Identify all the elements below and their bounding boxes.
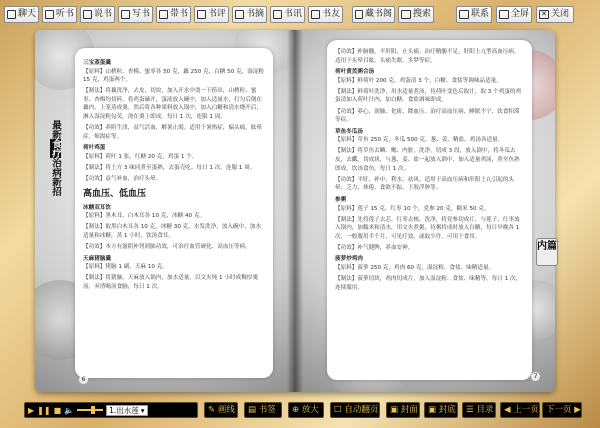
review-icon: [197, 10, 206, 19]
draw-line-button[interactable]: [204, 402, 238, 418]
carry-book-button[interactable]: [156, 6, 191, 23]
recipe-paragraph: 【功效】平肝、补中、利水、祛风。适用于高血压病和肝阳上亢引起的头晕、乏力、体倦、食欲不振、下肢浮肿等。: [335, 176, 515, 192]
book-title-post: 治病新招: [50, 158, 61, 196]
play-icon[interactable]: ▶: [28, 405, 35, 415]
recipe-paragraph: 【制法】将草鱼去鳞、鳃、内脏，洗净，切成 3 段，放入锅中，将冬瓜去皮、去瓤，切成块，与葱、姜、盐一起放入锅中，加入适量鸡汤，煮至鱼熟即成。饮汤食鱼，每日 1 次。: [335, 148, 520, 172]
recipe-paragraph: 【功效】补气健脾，养血安神。: [335, 244, 414, 251]
book-excerpt-button[interactable]: [232, 6, 267, 23]
headphone-icon: [45, 10, 54, 19]
write-book-label: 写书: [131, 9, 150, 19]
left-page-number: 6: [79, 375, 88, 384]
recipe-paragraph: 【制法】菠萝切块，鸡肉切成片，加入湿淀粉、食盐、味精等，每日 1 次，连续服用。: [335, 276, 522, 291]
cover-label: 封面: [400, 405, 418, 415]
book-title-vertical: [47, 120, 61, 196]
right-page-content: [327, 40, 532, 380]
bookmark-button[interactable]: [244, 402, 282, 418]
recipe-paragraph: 【原料】黑木耳、白木耳各 10 克，冰糖 40 克。: [83, 213, 206, 220]
book-icon: [159, 10, 168, 19]
close-label: 关闭: [551, 9, 570, 19]
zoom-label: 放大: [301, 405, 319, 415]
recipe-paragraph: 【功效】补脑髓，平肝阳，止头痛。治疗精髓不足，肝阳上亢型高血压病。适用于头晕目眩，头痛失眠，多梦等症。: [335, 49, 520, 64]
draw-line-label: 画线: [217, 405, 235, 415]
chat-label: 聊天: [17, 9, 36, 19]
recipe-paragraph: 【制法】将上方 3 味同煮至蛋熟，去蛋壳吃。每日 1 次，连服 1 周。: [83, 165, 256, 172]
bookmark-label: 书签: [258, 405, 276, 415]
auto-flip-label: 自动翻页: [344, 405, 379, 415]
stop-icon[interactable]: ■: [53, 405, 62, 415]
volume-slider[interactable]: [77, 409, 103, 411]
left-page[interactable]: [35, 30, 295, 392]
recipe-title: 参粥: [335, 196, 347, 203]
book-spread: [35, 30, 555, 392]
book-review-label: 书评: [207, 9, 226, 19]
arrow-right-icon: ▶: [574, 405, 581, 415]
track-select[interactable]: [106, 405, 147, 416]
track-select-label: 1.出水莲: [109, 405, 139, 415]
volume-knob[interactable]: [91, 406, 95, 414]
bookshelf-icon: [355, 10, 363, 19]
cover-icon: ▣: [390, 405, 399, 415]
recipe-paragraph: 【原料】山楂粒、杏梅、蜜枣各 50 克，藕 250 克，白糖 50 克，湿淀粉 15 克，鸡蛋两个。: [83, 68, 265, 84]
music-player: [24, 402, 198, 418]
listen-book-label: 听书: [55, 9, 74, 19]
book-spine: [287, 30, 303, 392]
section-heading: 高血压、低血压: [83, 188, 147, 199]
recipe-paragraph: 【功效】本方有滋阴补肾润肺功效，可治疗血管硬化、高血压等病。: [83, 244, 251, 251]
recipe-paragraph: 【制法】将藕洗净，去皮，切块，加入开水中烫一下捞出，山楂粒、蜜枣、杏梅均切碎。将鸡蛋磕开，蛋液放入碗中，加入适量水，打匀后倒在藕内，上笼蒸成羹。然后将各种果料放入锅中，加入白糖和清水烧开后，淋入湿淀粉勾芡，浇在羹上即成。每日 1 次，连服 1 周。: [83, 88, 263, 121]
recipe-paragraph: 【制法】取黑白木耳各 10 克，冰糖 30 克，水发洗净，放入碗中，加水适量和冰糖，蒸 1 小时，饮汤食耳。: [83, 224, 261, 239]
recipe-paragraph: 【制法】鲜荷叶洗净，用水适量煮汤，待荷叶变色后取汁，取 3 个鸡蛋的鸡蛋清加入荷叶汁内，加白糖、食盐调味即成。: [335, 88, 522, 104]
contents-label: 目录: [476, 405, 494, 415]
arrow-left-icon: ◀: [504, 405, 511, 415]
search-icon: [401, 10, 411, 19]
recipe-title: 天麻猪脑羹: [83, 255, 111, 262]
excerpt-icon: [235, 10, 244, 19]
zoom-icon: ⊕: [292, 405, 300, 415]
recipe-paragraph: 【原料】猪脑 1 副，天麻 10 克。: [83, 264, 168, 271]
back-cover-button[interactable]: [424, 402, 458, 418]
book-review-button[interactable]: [194, 6, 229, 23]
bookshelf-button[interactable]: [352, 6, 395, 23]
speak-book-label: 说书: [93, 9, 112, 19]
fullscreen-label: 全屏: [510, 9, 529, 19]
chat-button[interactable]: [4, 6, 39, 23]
volume-icon[interactable]: 🔈: [64, 405, 75, 415]
speak-book-button[interactable]: [80, 6, 115, 23]
recipe-paragraph: 【功效】养阴生津，益气活血，解暑止渴。适用于暑热症，偏头痛，眩晕症，烦渴症等。: [83, 125, 263, 140]
contents-button[interactable]: [462, 402, 496, 418]
news-icon: [273, 10, 282, 19]
friends-icon: [311, 10, 320, 19]
fullscreen-button[interactable]: [496, 6, 532, 23]
recipe-paragraph: 【制法】先将莲子去芯，红枣去核，洗净，将党参切成片，与莲子、红枣放入锅内，加糯米和清水，用文火煮粥，待粥将成时放入白糖，每日早晚各 1 次，一般服用半个月，可见疗效，或取少许，可用于食用。: [335, 216, 520, 240]
list-icon: ☰: [466, 405, 474, 415]
recipe-paragraph: 【原料】草鱼 250 克，冬瓜 500 克，葱、姜、精盐、鸡汤各适量。: [335, 137, 504, 144]
listen-book-button[interactable]: [42, 6, 77, 23]
right-page[interactable]: [295, 30, 555, 392]
book-news-label: 书讯: [283, 9, 302, 19]
search-label: 搜索: [412, 9, 431, 19]
tv-icon: [83, 10, 92, 19]
recipe-title: 荷叶鸡蛋: [83, 145, 106, 152]
prev-page-label: 上一页: [513, 405, 539, 415]
recipe-paragraph: 【原料】鲜荷叶 200 克，鸡蛋清 3 个，白糖、食盐等调味品适量。: [335, 77, 502, 84]
book-excerpt-label: 书摘: [245, 9, 264, 19]
close-icon: ✕: [539, 10, 549, 19]
carry-book-label: 带书: [169, 9, 188, 19]
book-friends-label: 书友: [321, 9, 340, 19]
cover-button[interactable]: [386, 402, 420, 418]
recipe-title: 菠萝炒鸡肉: [335, 256, 363, 263]
pencil-icon: ✎: [208, 405, 216, 415]
book-title-highlight: 食疗: [50, 139, 61, 158]
write-book-button[interactable]: [118, 6, 153, 23]
zoom-button[interactable]: [288, 402, 324, 418]
bookshelf-label: 藏书阁: [364, 9, 392, 19]
chevron-down-icon: ▾: [140, 405, 145, 415]
mail-icon: [459, 10, 469, 19]
recipe-paragraph: 【原料】莲子 15 克，红枣 10 个，党参 20 克，糯米 50 克。: [335, 205, 490, 212]
contact-label: 联系: [470, 9, 489, 19]
book-title-pre: 最新: [50, 120, 61, 139]
recipe-paragraph: 【功效】养心、润肺、化痰、降血压。治疗高血压病，睡眠不宁、饮食积滞等症。: [335, 108, 520, 124]
fullscreen-icon: [499, 10, 509, 19]
left-page-content: [75, 48, 273, 378]
search-button[interactable]: [398, 6, 434, 23]
recipe-title: 冰糖双耳饮: [83, 204, 111, 211]
back-cover-icon: ▣: [428, 405, 437, 415]
top-toolbar: [4, 6, 596, 24]
auto-flip-button[interactable]: [330, 402, 380, 418]
recipe-paragraph: 【功效】益气补血，治疗头晕。: [83, 176, 162, 183]
next-page-button[interactable]: [542, 402, 582, 418]
section-tab[interactable]: 内篇: [536, 238, 558, 266]
chat-icon: [7, 10, 16, 19]
contact-button[interactable]: [456, 6, 492, 23]
right-page-number: 7: [531, 372, 540, 381]
close-button[interactable]: [536, 6, 574, 23]
prev-page-button[interactable]: [500, 402, 540, 418]
bookmark-icon: ▤: [248, 405, 257, 415]
pause-icon[interactable]: ❚❚: [37, 405, 51, 415]
recipe-title: 三宝蒸蛋羹: [83, 60, 111, 66]
checkbox-icon: ☐: [334, 405, 342, 415]
recipe-title: 草鱼冬瓜汤: [335, 128, 363, 135]
bottom-toolbar: [0, 402, 600, 422]
recipe-title: 荷叶黄芪粥合汤: [335, 69, 375, 76]
next-page-label: 下一页: [546, 405, 572, 415]
book-friends-button[interactable]: [308, 6, 343, 23]
book-news-button[interactable]: [270, 6, 305, 23]
recipe-paragraph: 【原料】荷叶 1 张，红糖 20 克，鸡蛋 1 个。: [83, 153, 198, 160]
back-cover-label: 封底: [438, 405, 456, 415]
recipe-paragraph: 【制法】将猪脑、天麻放入锅内，加水适量，以文火炖 1 小时成稠厚羹汤，弃渣喝汤食脑，每日 1 次。: [83, 275, 258, 290]
recipe-paragraph: 【原料】菠萝 250 克，鸡肉 60 克，湿淀粉、食盐、味精适量。: [335, 265, 495, 272]
pen-icon: [121, 10, 130, 19]
